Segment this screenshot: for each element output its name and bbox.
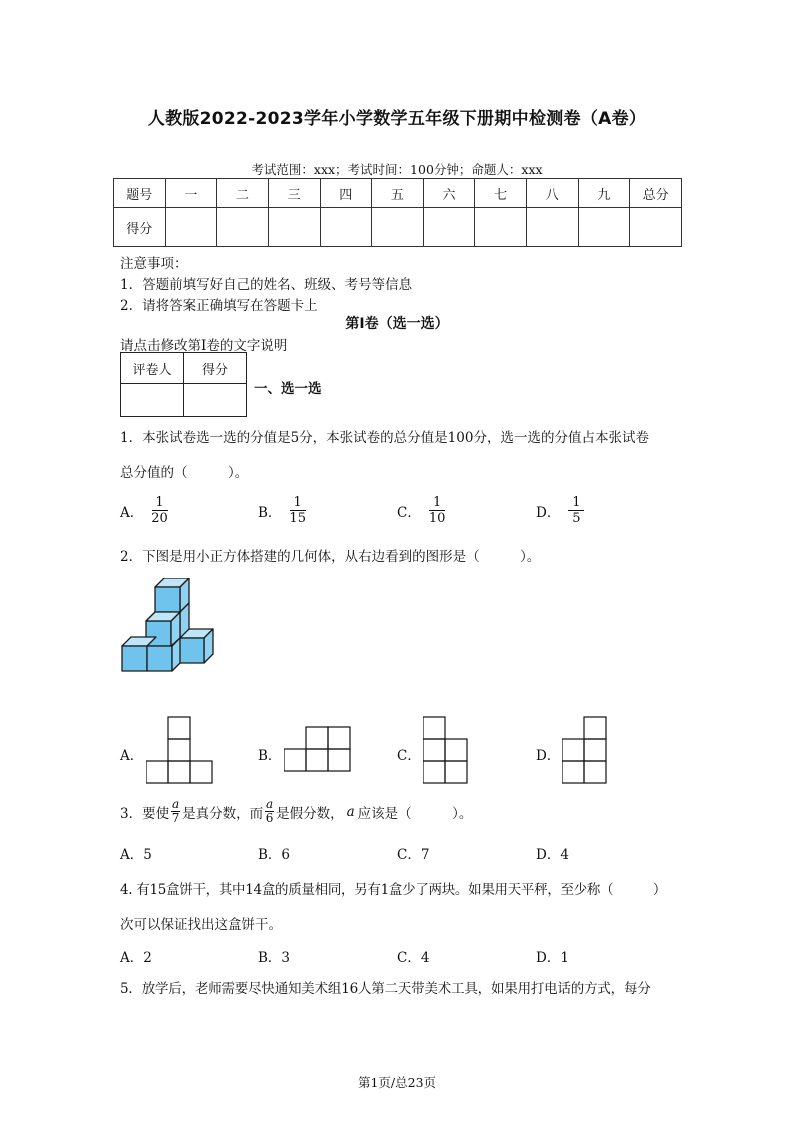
- score-header-cell: 七: [475, 179, 527, 208]
- fraction: [289, 495, 306, 526]
- denominator: 20: [151, 511, 168, 526]
- grader-cell: [184, 384, 247, 417]
- score-cell: [268, 208, 320, 247]
- note-item: 2．请将答案正确填写在答题卡上: [120, 298, 318, 314]
- question-3-part: 3．要使: [120, 805, 170, 822]
- numerator: 1: [293, 495, 302, 510]
- variable: a: [346, 803, 355, 820]
- score-header-cell: 九: [578, 179, 630, 208]
- grader-header: 评卷人: [121, 353, 184, 384]
- question-2-text: 2．下图是用小正方体搭建的几何体，从右边看到的图形是（ ）。: [120, 549, 541, 565]
- score-cell: [217, 208, 269, 247]
- question-1-option-a: [120, 495, 168, 526]
- cube-front-face: [147, 646, 172, 671]
- denominator: 15: [289, 511, 306, 526]
- score-header-cell: 题号: [114, 179, 166, 208]
- score-cell: [578, 208, 630, 247]
- numerator: a: [172, 797, 180, 811]
- score-table-header-row: [114, 179, 682, 208]
- question-5-text: 5．放学后，老师需要尽快通知美术组16人第二天带美术工具，如果用打电话的方式，每分: [120, 981, 651, 997]
- cube-front-face: [122, 646, 147, 671]
- score-header-cell: 六: [423, 179, 475, 208]
- grader-cell: [121, 384, 184, 417]
- question-3-option-b: B．6: [258, 847, 291, 863]
- exam-info: 考试范围：xxx；考试时间：100分钟；命题人：xxx: [251, 162, 543, 177]
- question-2-option-b-label: B．: [258, 748, 282, 764]
- score-cell: [423, 208, 475, 247]
- question-1-option-d: [536, 495, 584, 526]
- numerator: 1: [155, 495, 164, 510]
- page-footer: 第1页/总23页: [357, 1075, 437, 1090]
- view-option-a: [146, 716, 214, 784]
- score-header-cell: 一: [165, 179, 217, 208]
- question-3-part: 是真分数，而: [182, 805, 264, 822]
- question-3-part: 应该是（ ）。: [357, 805, 473, 822]
- score-header-cell: 总分: [630, 179, 682, 208]
- part-title: 一、选一选: [254, 381, 322, 397]
- section-description: 请点击修改第I卷的文字说明: [120, 338, 288, 354]
- denominator: 6: [265, 811, 274, 825]
- numerator: a: [266, 797, 274, 811]
- view-option-d: [562, 716, 608, 784]
- question-1-option-c: [397, 495, 445, 526]
- score-cell: [475, 208, 527, 247]
- cube-front-face: [179, 638, 204, 663]
- denominator: 7: [171, 811, 180, 825]
- option-label: A．: [120, 504, 144, 521]
- fraction: [568, 495, 584, 526]
- question-1-text: 1．本张试卷选一选的分值是5分，本张试卷的总分值是100分，选一选的分值占本张试卷: [120, 430, 649, 446]
- denominator: 5: [572, 511, 581, 526]
- section-title: 第I卷（选一选）: [345, 316, 449, 332]
- question-2-option-a-label: A．: [120, 748, 144, 764]
- question-1-text-cont: 总分值的（ ）。: [120, 465, 249, 481]
- question-1-option-b: [258, 495, 306, 526]
- fraction-a-over-7: [171, 798, 180, 825]
- fraction-a-over-6: [265, 798, 274, 825]
- score-cell: [527, 208, 579, 247]
- question-3-part: 是假分数，: [276, 805, 344, 822]
- fraction: [429, 495, 446, 526]
- score-header-cell: 四: [320, 179, 372, 208]
- question-3-option-d: D．4: [536, 847, 569, 863]
- score-table-score-row: [114, 208, 682, 247]
- cube-front-face: [155, 587, 180, 612]
- option-label: C．: [397, 504, 421, 521]
- question-4-option-c: C．4: [397, 950, 430, 966]
- question-4-text-cont: 次可以保证找出这盒饼干。: [120, 917, 282, 933]
- option-label: B．: [258, 504, 282, 521]
- score-header-cell: 五: [372, 179, 424, 208]
- question-2-option-c-label: C．: [397, 748, 421, 764]
- cube-figure: [118, 578, 222, 678]
- question-4-text: 4. 有15盒饼干，其中14盒的质量相同，另有1盒少了两块。如果用天平秤，至少称（ ）: [120, 882, 667, 898]
- numerator: 1: [432, 495, 442, 510]
- numerator: 1: [572, 495, 581, 510]
- view-option-c: [423, 716, 469, 784]
- question-2-option-d-label: D．: [536, 748, 561, 764]
- grader-table: [120, 352, 247, 417]
- score-row-label: 得分: [114, 208, 166, 247]
- fraction: [151, 495, 168, 526]
- score-header-cell: 二: [217, 179, 269, 208]
- score-cell: [165, 208, 217, 247]
- grader-header: 得分: [184, 353, 247, 384]
- denominator: 10: [428, 511, 446, 526]
- exam-title: 人教版2022-2023学年小学数学五年级下册期中检测卷（A卷）: [147, 109, 647, 129]
- score-cell: [372, 208, 424, 247]
- notes-heading: 注意事项：: [120, 256, 188, 272]
- note-item: 1．答题前填写好自己的姓名、班级、考号等信息: [120, 277, 413, 293]
- score-header-cell: 三: [268, 179, 320, 208]
- question-3-option-a: A．5: [120, 847, 152, 863]
- score-cell: [630, 208, 682, 247]
- question-4-option-a: A．2: [120, 950, 152, 966]
- question-4-option-b: B．3: [258, 950, 291, 966]
- question-3-option-c: C．7: [397, 847, 430, 863]
- score-header-cell: 八: [527, 179, 579, 208]
- score-cell: [320, 208, 372, 247]
- question-4-option-d: D．1: [536, 950, 569, 966]
- score-table: [113, 178, 682, 247]
- option-label: D．: [536, 504, 561, 521]
- question-3-text: [120, 798, 472, 825]
- view-option-b: [284, 726, 352, 774]
